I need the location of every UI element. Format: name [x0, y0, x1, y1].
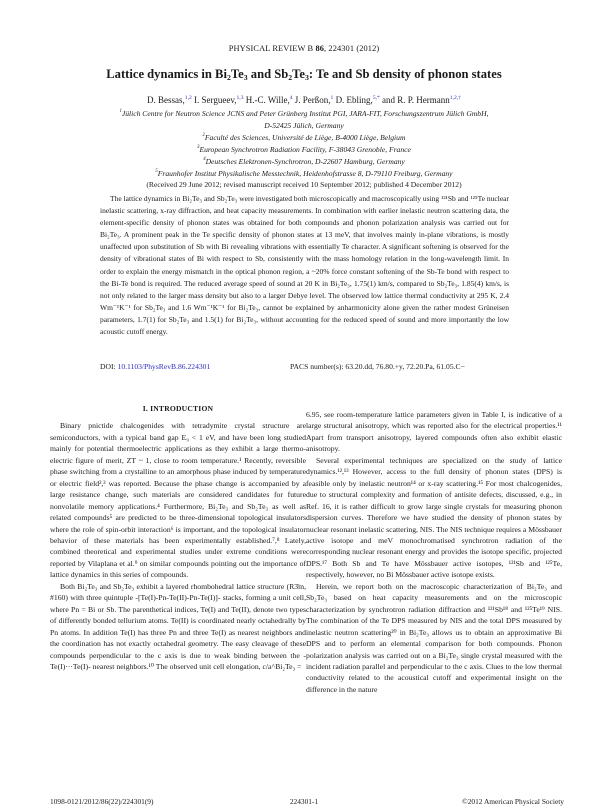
author: I. Sergueev,$^{1,3}$ [194, 95, 244, 105]
author: J. Perßon,$^1$ [294, 95, 334, 105]
affiliation-2: $^2$Faculté des Sciences, Université de Liège, B-4000 Liège, Belgium [202, 133, 406, 142]
author: D. Ebling,$^{5,*}$ [335, 95, 380, 105]
abstract [100, 193, 509, 338]
abstract-text-1: The lattice dynamics in Bi₂Te₃ and Sb₂Te₃ were investigated both microscopically and macroscopically using [110, 194, 442, 203]
affiliation-4: $^4$Deutsches Elektronen-Synchrotron, D-22607 Hamburg, Germany [203, 157, 405, 166]
affiliation-link[interactable]: 5,* [372, 95, 380, 101]
author: H.-C. Wille,$^4$ [245, 95, 293, 105]
paragraph: 6.95, see room-temperature lattice parameters given in Table I, is indicative of a large structural anisotropy, which was reported also for the electrical properties.¹¹ Apart from transport anisotropy, layered compounds often also exhibit elastic anisotropy. [306, 410, 562, 454]
affiliation-link[interactable]: 1 [330, 95, 334, 101]
affiliation-1: $^1$Jülich Centre for Neutron Science JCNS and Peter Grünberg Institut PGI, JARA-FIT, Forschungszentrum Jülich GmbH, [119, 109, 489, 118]
journal-name: PHYSICAL REVIEW B [228, 44, 314, 53]
paragraph: Binary pnictide chalcogenides with tetradymite crystal structure are semiconductors, with a typical band gap E₉ < 1 eV, and have been long studied mainly for potential thermoelectric applications as they exhibit a large thermo-electric figure of merit, ZT ~ 1, close to room temperature.¹ Recently, reversible phase switching from a crystalline to an amorphous phase induced by temperature or electric field²,³ was reported. Because the phase change is accompanied by a large resistance change, such materials are considered candidates for future nonvolatile memory applications.⁴ Furthermore, Bi₂Te₃ and Sb₂Te₃ as well as related compounds⁵ are predicted to be three-dimensional topological insulators where the role of spin-orbit interaction⁶ is important, and the topological insulator behavior of these materials has been experimentally established.⁷,⁸ Lately, combined theoretical and experimental studies under extreme conditions were reported by Vilaplana et al.⁹ on similar compounds pointing out the importance of lattice dynamics in this series of compounds. [50, 421, 306, 580]
section-heading: I. INTRODUCTION [142, 404, 214, 413]
pacs-numbers: PACS number(s): 63.20.dd, 76.80.+y, 72.20.Pa, 61.05.C− [290, 362, 465, 371]
author: D. Bessas,$^{1,2}$ [147, 95, 192, 105]
paragraph: Both Bi₂Te₃ and Sb₂Te₃ exhibit a layered rhombohedral lattice structure (R3̄m, #160) with three quintuple -[Te(I)-Pn-Te(II)-Pn-Te(I)]- stacks, forming a unit cell, where Pn = Bi or Sb. The parenthetical indices, Te(I) and Te(II), denote two types of differently bonded tellurium atoms. Te(II) is coordinated nearly octahedrally by Pn atoms. In addition Te(I) has three Pn and three Te(I) as nearest neighbors and the coordination has not exactly octahedral geometry. The easy cleavage of these compounds perpendicular to the c axis is due to weak binding between the -Te(I)···Te(I)- nearest neighbors.¹⁰ The observed unit cell elongation, c/a^Bi₂Te₃ = [50, 581, 306, 671]
abstract-text-2: ¹²¹Sb and ¹²⁵Te nuclear inelastic scattering, x-ray diffraction, and heat capacity measurements. In combination with earlier inelastic neutron scattering data, the element-specific density of phonon states was obtained for both compounds and phonon polarization analysis was carried out for Bi₂Te₃. A prominent peak in the Te specific density of phonon states at 13 meV, that involves mainly in-plane vibrations, is mostly unaffected upon substitution of Sb with Bi revealing vibrations with essentially Te character. A significant softening is observed for the density of vibrational states of Bi with respect to Sb, consistently with the mass homology relation in the long-wavelength limit. In order to explain the energy mismatch in the optical phonon region, a ~20% force constant softening of the Sb-Te bond with respect to the Bi-Te bond is required. The reduced average speed of sound at 20 K in Bi₂Te₃, 1.75(1) km/s, compared to Sb₂Te₃, 1.85(4) km/s, is not only related to the larger mass density but also to a larger Debye level. The observed low lattice thermal conductivity at 295 K, 2.4 Wm⁻¹K⁻¹ for Sb₂Te₃ and 1.6 Wm⁻¹K⁻¹ for Bi₂Te₃, cannot be explained by anharmonicity alone given the rather modest Grüneisen parameters, 1.7(1) for Sb₂Te₃ and 1.5(1) for Bi₂Te₃, without accounting for the reduced speed of sound and more importantly the low acoustic cutoff energy. [100, 194, 510, 337]
journal-volume: 86 [315, 44, 325, 53]
affiliation-link[interactable]: 4 [289, 95, 293, 101]
affiliation-1-cont: D-52425 Jülich, Germany [264, 121, 344, 130]
affiliation-5: $^5$Fraunhofer Institut Physikalische Messtechnik, Heidenhofstrasse 8, D-79110 Freiburg, Germany [155, 169, 453, 178]
article-number: 224301 [328, 44, 355, 53]
received-dates: (Received 29 June 2012; revised manuscript received 10 September 2012; published 4 December 2012) [146, 180, 462, 189]
paragraph: Several experimental techniques are specialized on the study of lattice dynamics.¹²,¹³ However, access to the full density of phonon states (DPS) is feasible only by inelastic neutron¹⁴ or x-ray scattering.¹⁵ For most chalcogenides, due to structural complexity and formation of antisite defects, discussed, e.g., in Ref. 16, it is rather difficult to grow large single crystals for measuring phonon dispersion curves. Therefore we have studied the density of phonon states by nuclear resonant inelastic scattering, NIS. The NIS technique requires a Mössbauer active isotope and meV monochromatised synchrotron radiation of the corresponding nuclear resonant energy and provides the isotope specific, projected DPS.¹⁷ Both Sb and Te have Mössbauer active isotopes, ¹²¹Sb and ¹²⁵Te, respectively, however, no Bi Mössbauer active isotope exists. [306, 455, 562, 580]
journal-year: (2012) [356, 44, 380, 53]
footer-page-number: 224301-1 [289, 797, 319, 806]
affiliation-link[interactable]: 1,2 [184, 95, 192, 101]
affiliation-link[interactable]: 1,2,† [449, 95, 461, 101]
author: and R. P. Hermann$^{1,2,\dagger}$ [382, 95, 461, 105]
author-list [0, 95, 608, 105]
doi-link[interactable]: 10.1103/PhysRevB.86.224301 [117, 362, 211, 371]
affiliation-link[interactable]: 1,3 [236, 95, 244, 101]
doi-label: DOI: [100, 362, 118, 371]
paragraph: Herein, we report both on the macroscopic characterization of Bi₂Te₃ and Sb₂Te₃ based on heat capacity measurements and on the microscopic characterization by synchrotron radiation diffraction and ¹²¹Sb¹⁸ and ¹²⁵Te¹⁹ NIS. The combination of the Te DPS measured by NIS and the total DPS measured by inelastic neutron scattering²⁰ in Bi₂Te₃ allows us to obtain an approximative Bi DPS and to perform an elemental comparison for both compounds. Phonon polarization analysis was carried out on a Bi₂Te₃ single crystal measured with the incident radiation parallel and perpendicular to the c axis. Clues to the low thermal conductivity related to the acoustical cutoff and experimental insight on the difference in the nature [306, 581, 562, 694]
paper-title: Lattice dynamics in $Bi_2Te_3$ and $Sb_2Te_3$: Te and Sb density of phonon states [106, 67, 502, 82]
left-column [50, 381, 306, 672]
footer-issn: 1098-0121/2012/86(22)/224301(9) [50, 797, 154, 806]
affiliation-3: $^3$European Synchrotron Radiation Facility, F-38043 Grenoble, France [197, 145, 411, 154]
doi-pacs-row [100, 362, 520, 371]
right-column [306, 409, 562, 695]
journal-header: PHYSICAL REVIEW B 86, 224301 (2012) [228, 44, 380, 53]
footer-copyright: ©2012 American Physical Society [462, 797, 564, 806]
